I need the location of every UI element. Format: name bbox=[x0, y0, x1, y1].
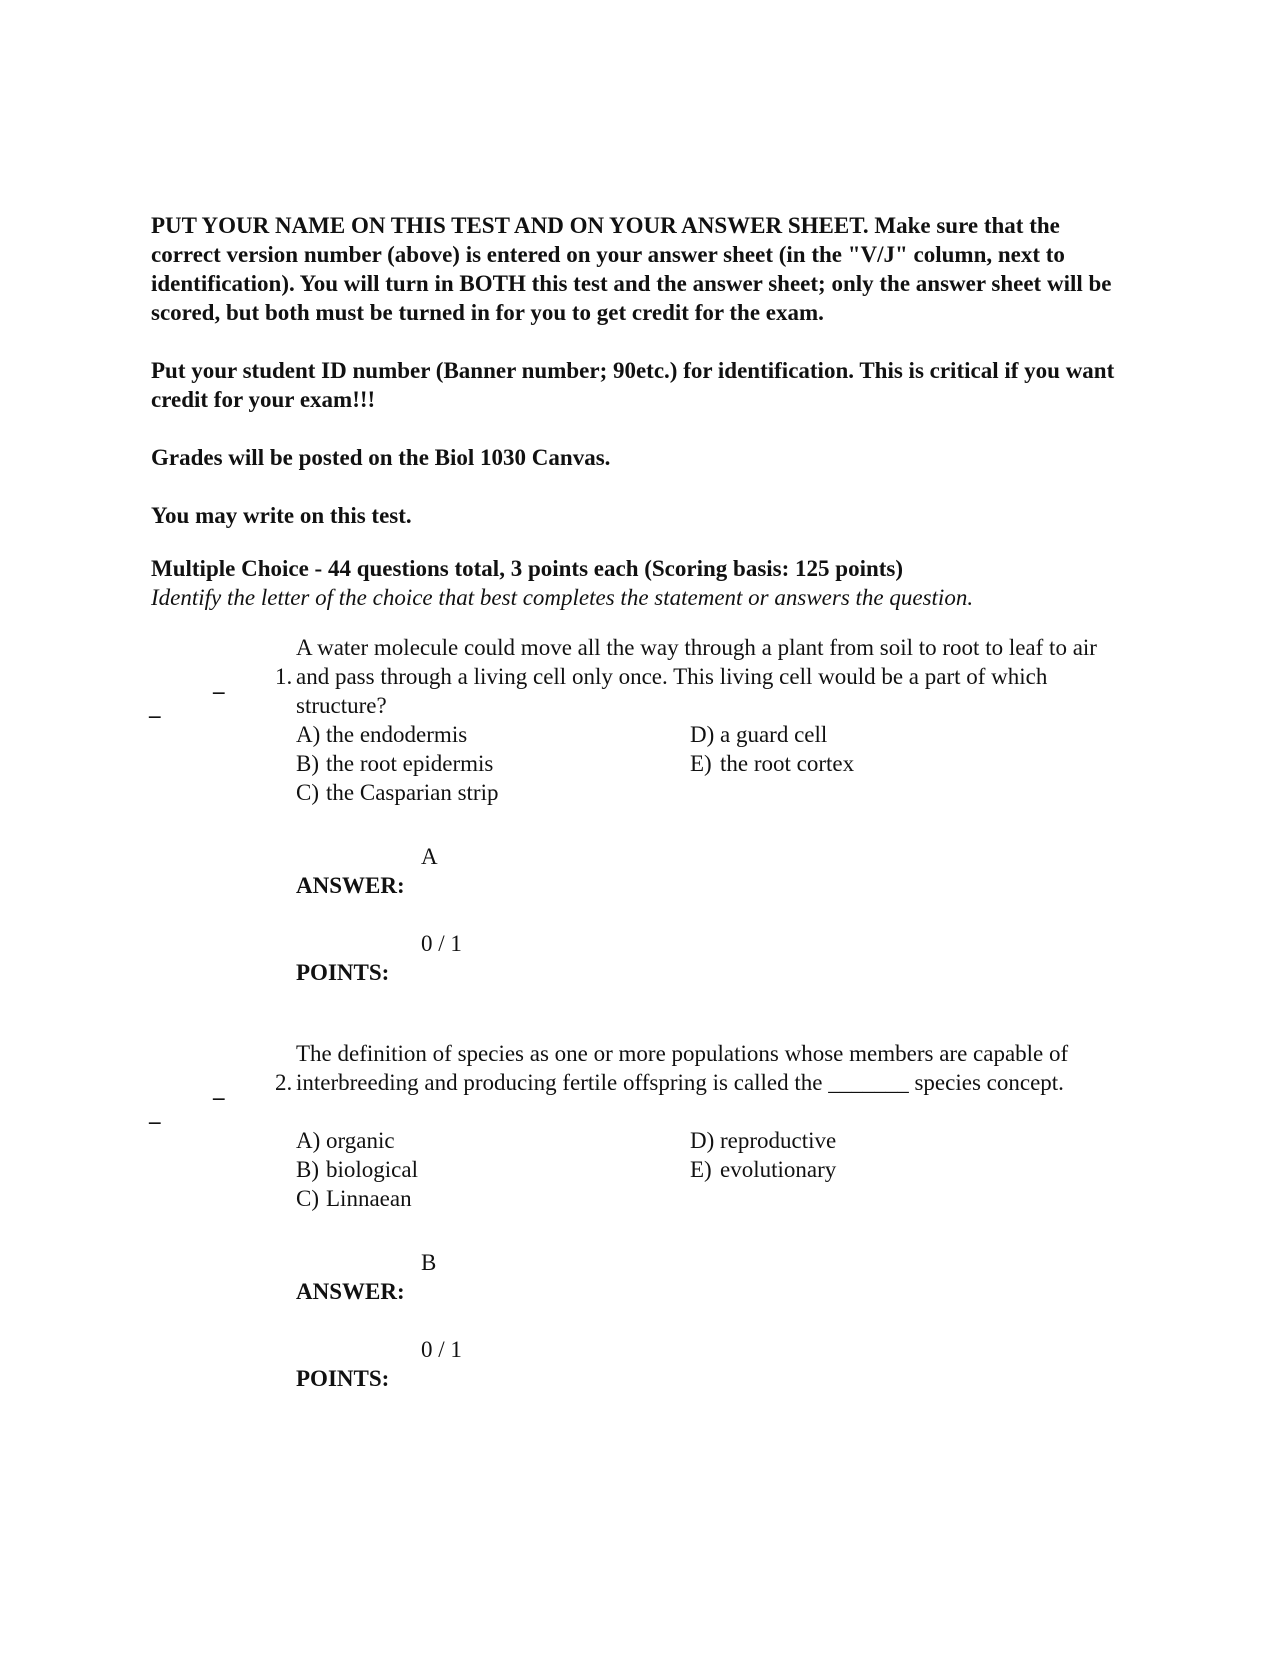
option-b: B) the root epidermis bbox=[296, 751, 494, 776]
answer-blank-mark: _ bbox=[213, 671, 225, 696]
option-d: D) reproductive bbox=[690, 1128, 837, 1153]
points-label: POINTS: bbox=[296, 960, 390, 985]
option-e: E) the root cortex bbox=[690, 751, 855, 776]
option-c: C) the Casparian strip bbox=[296, 780, 499, 805]
instructions-block bbox=[151, 211, 1121, 559]
question-stem: The definition of species as one or more populations whose members are capable of interbreeding and producing fertile offspring is called the _______ species concept. bbox=[296, 1041, 1069, 1095]
answer-value: A bbox=[421, 844, 438, 869]
answer-value: B bbox=[421, 1250, 437, 1275]
answer-label: ANSWER: bbox=[296, 873, 405, 898]
option-a: A) organic bbox=[296, 1128, 395, 1153]
option-c: C) Linnaean bbox=[296, 1186, 412, 1211]
question-stem: A water molecule could move all the way through a plant from soil to root to leaf to air and pass through a living cell only once. This living cell would be a part of which structure? bbox=[296, 635, 1097, 718]
instructions-grades-paragraph: Grades will be posted on the Biol 1030 Canvas. bbox=[151, 445, 611, 470]
points-label: POINTS: bbox=[296, 1366, 390, 1391]
answer-blank-mark: _ bbox=[149, 695, 161, 720]
answer-blank-mark: _ bbox=[149, 1101, 161, 1126]
option-d: D) a guard cell bbox=[690, 722, 828, 747]
section-subtitle: Identify the letter of the choice that best completes the statement or answers the question. bbox=[151, 585, 974, 610]
section-header bbox=[151, 554, 1151, 612]
question-number: 1. bbox=[275, 664, 293, 689]
instructions-id-paragraph: Put your student ID number (Banner number; 90etc.) for identification. This is critical if you want credit for your exam!!! bbox=[151, 358, 1115, 412]
question-number: 2. bbox=[275, 1070, 293, 1095]
answer-blank-mark: _ bbox=[213, 1077, 225, 1102]
question-2 bbox=[0, 1039, 1280, 1399]
question-1 bbox=[0, 633, 1280, 993]
instructions-write-paragraph: You may write on this test. bbox=[151, 503, 412, 528]
option-e: E) evolutionary bbox=[690, 1157, 837, 1182]
option-b: B) biological bbox=[296, 1157, 418, 1182]
option-a: A) the endodermis bbox=[296, 722, 468, 747]
points-value: 0 / 1 bbox=[421, 931, 462, 956]
section-title: Multiple Choice - 44 questions total, 3 points each (Scoring basis: 125 points) bbox=[151, 556, 904, 581]
instructions-name-paragraph: PUT YOUR NAME ON THIS TEST AND ON YOUR ANSWER SHEET. Make sure that the correct version number (above) is entered on your answer sheet (in the "V/J" column, next to identification). You will turn in BOTH this test and the answer sheet; only the answer sheet will be scored, but both must be turned in for you to get credit for the exam. bbox=[151, 213, 1112, 325]
points-value: 0 / 1 bbox=[421, 1337, 462, 1362]
answer-label: ANSWER: bbox=[296, 1279, 405, 1304]
